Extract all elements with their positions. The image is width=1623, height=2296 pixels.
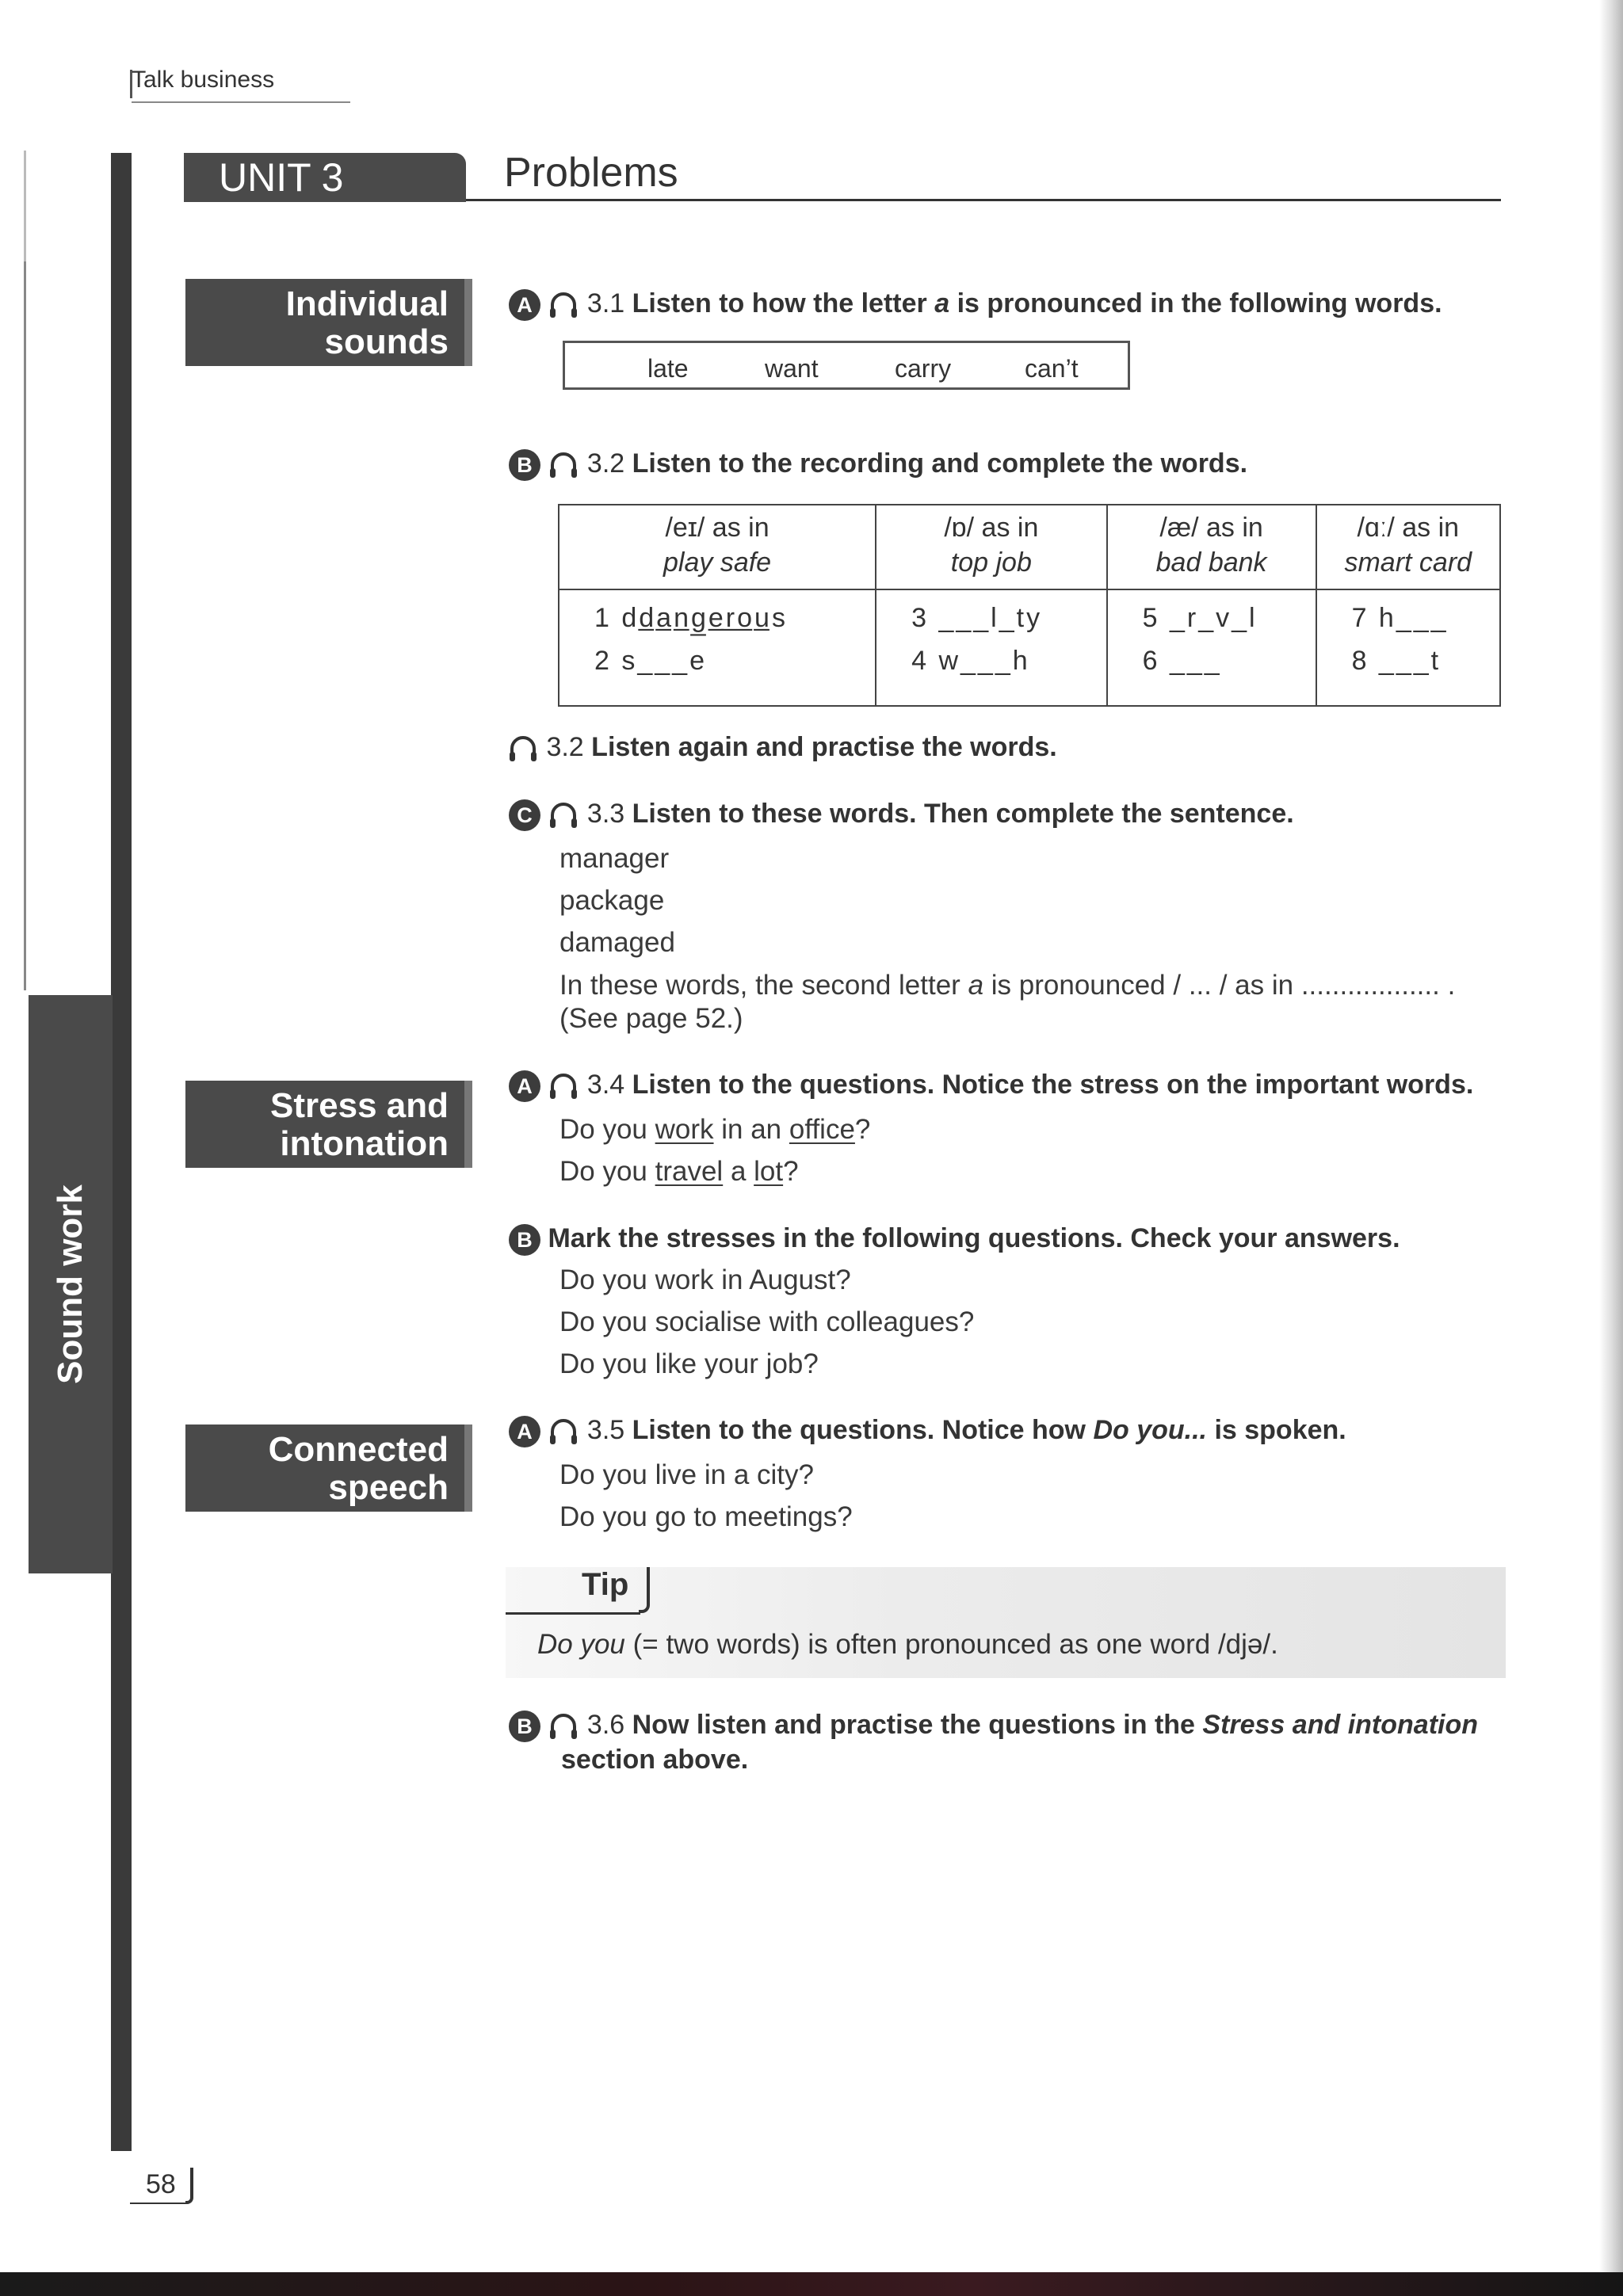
heading-connected-speech [185,1425,472,1512]
word: want [765,354,819,383]
word-list-item: damaged [559,927,675,958]
ipa-label: /æ/ as in [1159,513,1263,543]
headphones-icon[interactable] [548,449,579,481]
page-number: 58 [146,2169,176,2199]
example-phrase: smart card [1344,547,1472,578]
header-rule [132,101,350,103]
tip-text [537,1629,1278,1661]
instruction: Listen to the recording and complete the words. [632,448,1248,479]
example-phrase: bad bank [1155,547,1267,578]
badge-a: A [509,1416,540,1447]
instruction-em: Do you... [1093,1415,1207,1445]
track-number: 3.4 [586,1070,625,1100]
word: late [647,354,689,383]
completion-sentence [559,970,1455,1001]
track-number: 3.3 [586,799,625,829]
sentence-post: is pronounced / ... / as in .................. . [983,970,1456,1001]
heading-line: sounds [324,322,449,361]
heading-line: Individual [285,284,449,323]
sounds-table [558,504,1501,707]
tip-bracket [639,1567,650,1613]
tip-label: Tip [582,1567,629,1602]
heading-stress-intonation [185,1081,472,1168]
word-box [563,341,1130,390]
badge-b: B [509,1711,540,1742]
heading-line: intonation [280,1124,449,1163]
word: carry [895,354,952,383]
gap-item: 2 s___e [594,646,707,676]
gap-item: 7 h___ [1351,603,1449,633]
section-tab [29,995,113,1573]
instruction-line2: section above. [561,1745,749,1775]
table-cell [1107,589,1316,706]
table-row [559,589,1500,706]
headphones-icon[interactable] [507,733,539,765]
margin-rule [24,261,26,990]
instruction-pre: Listen to how the letter [632,288,935,318]
table-cell [876,589,1107,706]
exercise-a-individual [509,288,1442,321]
bottom-edge-band [0,2272,1623,2296]
example-phrase: top job [950,547,1032,578]
exercise-b-stress [509,1223,1400,1256]
badge-b: B [509,1224,540,1256]
track-number: 3.5 [586,1415,625,1445]
badge-b: B [509,449,540,481]
instruction-letter: a [934,288,950,318]
instruction-post: is pronounced in the following words. [949,288,1442,318]
question: Do you like your job? [559,1348,819,1379]
headphones-icon[interactable] [548,289,579,321]
sentence-pre: In these words, the second letter [559,970,968,1001]
heading-line: speech [328,1468,449,1507]
instruction-pre: Now listen and practise the questions in the [632,1710,1203,1740]
question [559,1156,799,1188]
heading-individual-sounds [185,279,472,366]
example-phrase: play safe [663,547,772,578]
question: Do you socialise with colleagues? [559,1306,975,1337]
gap-item: 5 _r_v_l [1142,603,1258,633]
page-title: Problems [504,150,678,196]
instruction-post: is spoken. [1207,1415,1346,1445]
badge-c: C [509,799,540,831]
word-list-item: manager [559,843,670,874]
track-number: 3.2 [546,732,584,762]
gap-item: 3 ___l_ty [911,603,1043,633]
instruction: Listen to these words. Then complete the sentence. [632,799,1294,829]
title-rule [466,199,1501,201]
exercise-a-connected [509,1415,1346,1447]
track-number: 3.1 [586,288,625,318]
exercise-c-individual [509,799,1294,831]
exercise-b-individual [509,448,1247,481]
question: Do you work in August? [559,1264,851,1295]
tip-em: Do you [537,1629,625,1660]
ipa-label: /ɑː/ as in [1357,513,1460,543]
ipa-label: /ɒ/ as in [944,513,1039,543]
question: Do you live in a city? [559,1459,814,1490]
unit-side-bar [111,153,132,2151]
ipa-label: /eɪ/ as in [665,513,769,543]
page-number-rule [130,2203,185,2204]
text: Do you [559,1156,655,1187]
tip-rest: (= two words) is often pronounced as one word /djə/. [624,1629,1278,1660]
heading-line: Stress and [270,1086,449,1125]
table-header-cell [559,505,876,589]
instruction: Listen again and practise the words. [591,732,1057,762]
tip-box [506,1567,1506,1678]
instruction: Mark the stresses in the following questions. Check your answers. [548,1223,1400,1253]
text: Do you [559,1114,655,1145]
page-number-bracket [185,2168,193,2204]
text: in an [713,1114,789,1145]
headphones-icon[interactable] [548,1711,579,1742]
track-number: 3.2 [586,448,625,479]
section-tab-label: Sound work [51,1184,90,1384]
question: Do you go to meetings? [559,1501,853,1532]
unit-label: UNIT 3 [184,153,466,202]
page-edge-shadow [1599,0,1623,2296]
headphones-icon[interactable] [548,799,579,831]
see-page-note: (See page 52.) [559,1003,743,1034]
table-header-row [559,505,1500,589]
badge-a: A [509,1070,540,1102]
listen-again-line [507,732,1057,765]
question [559,1114,870,1146]
margin-rule-top [24,151,26,277]
stressed-word: office [789,1114,855,1145]
exercise-a-stress [509,1070,1473,1102]
table-header-cell [1316,505,1500,589]
headphones-icon[interactable] [548,1070,579,1102]
table-cell [1316,589,1500,706]
text: ? [854,1114,871,1145]
sentence-letter: a [968,970,984,1001]
text: a [723,1156,754,1187]
exercise-b-connected [509,1710,1478,1742]
tip-rule [506,1612,640,1615]
gap-item: 6 ___ [1142,646,1222,676]
word-list-item: package [559,885,665,916]
table-cell [559,589,876,706]
gap-item: 4 w___h [911,646,1030,676]
gap-item: 1 dd̲a̲n̲g̲e̲r̲o̲u̲s [594,603,788,633]
running-header: Talk business [132,67,275,93]
instruction-pre: Listen to the questions. Notice how [632,1415,1094,1445]
gap-item: 8 ___t [1351,646,1442,676]
stressed-word: work [655,1114,714,1145]
track-number: 3.6 [586,1710,625,1740]
text: ? [783,1156,799,1187]
word: can’t [1025,354,1079,383]
headphones-icon[interactable] [548,1416,579,1447]
table-header-cell [1107,505,1316,589]
instruction-em: Stress and intonation [1202,1710,1478,1740]
stressed-word: travel [655,1156,724,1187]
table-header-cell [876,505,1107,589]
heading-line: Connected [268,1430,449,1469]
badge-a: A [509,289,540,321]
instruction: Listen to the questions. Notice the stress on the important words. [632,1070,1474,1100]
stressed-word: lot [754,1156,784,1187]
